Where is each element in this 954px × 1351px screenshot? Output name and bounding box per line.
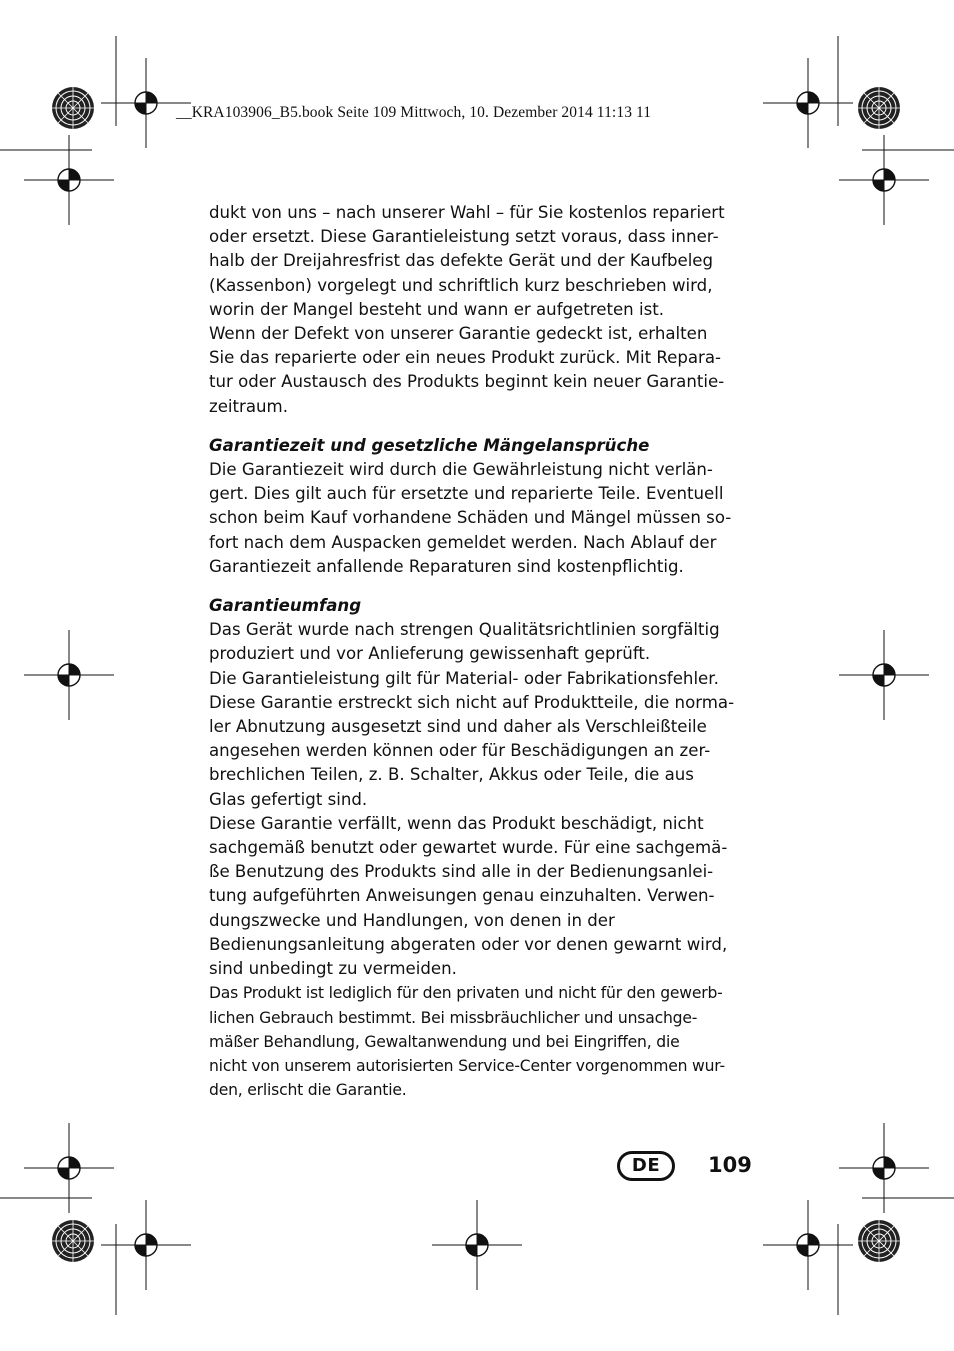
text-line: Die Garantiezeit wird durch die Gewährleistung nicht verlän- (209, 460, 713, 480)
registration-mark-icon (763, 1200, 853, 1290)
text-line: angesehen werden können oder für Beschädigungen an zer- (209, 741, 711, 761)
text-line: ler Abnutzung ausgesetzt sind und daher als Verschleißteile (209, 717, 707, 737)
text-line: halb der Dreijahresfrist das defekte Gerät und der Kaufbeleg (209, 251, 714, 271)
text-line: Garantiezeit anfallende Reparaturen sind kostenpflichtig. (209, 556, 684, 576)
text-line: dungszwecke und Handlungen, von denen in der (209, 910, 615, 930)
text-line: mäßer Behandlung, Gewaltanwendung und bei Eingriffen, die (209, 1032, 680, 1051)
registration-mark-icon (24, 1123, 114, 1213)
text-line: produziert und vor Anlieferung gewissenhaft geprüft. (209, 644, 651, 664)
registration-mark-icon (839, 1123, 929, 1213)
text-line: Diese Garantie verfällt, wenn das Produkt beschädigt, nicht (209, 813, 704, 833)
text-line: Wenn der Defekt von unserer Garantie gedeckt ist, erhalten (209, 324, 708, 344)
text-line: sind unbedingt zu vermeiden. (209, 959, 457, 979)
page-number: 109 (708, 1153, 752, 1177)
language-badge: DE (617, 1151, 675, 1181)
text-line: Die Garantieleistung gilt für Material- oder Fabrikationsfehler. (209, 668, 719, 688)
text-line: Das Produkt ist lediglich für den privaten und nicht für den gewerb- (209, 984, 723, 1003)
text-line: tung aufgeführten Anweisungen genau einzuhalten. Verwen- (209, 886, 715, 906)
print-header-file-info: __KRA103906_B5.book Seite 109 Mittwoch, 10. Dezember 2014 11:13 11 (176, 104, 652, 121)
text-line: lichen Gebrauch bestimmt. Bei missbräuchlicher und unsachge- (209, 1008, 698, 1027)
registration-mark-icon (101, 58, 191, 148)
color-target-icon (52, 87, 94, 129)
color-target-icon (858, 1220, 900, 1262)
intro-paragraph (209, 201, 757, 419)
warranty-period-paragraph (209, 458, 757, 579)
text-line: oder ersetzt. Diese Garantieleistung setzt voraus, dass inner- (209, 227, 719, 247)
text-line: tur oder Austausch des Produkts beginnt kein neuer Garantie- (209, 372, 725, 392)
text-line: Bedienungsanleitung abgeraten oder vor denen gewarnt wird, (209, 934, 728, 954)
text-line: Glas gefertigt sind. (209, 789, 368, 809)
section-heading-warranty-period: Garantiezeit und gesetzliche Mängelansprüche (209, 435, 650, 455)
text-line: schon beim Kauf vorhandene Schäden und Mängel müssen so- (209, 508, 732, 528)
text-line: Diese Garantie erstreckt sich nicht auf Produktteile, die norma- (209, 692, 735, 712)
text-line: brechlichen Teilen, z. B. Schalter, Akkus oder Teile, die aus (209, 765, 694, 785)
text-line: fort nach dem Auspacken gemeldet werden. Nach Ablauf der (209, 532, 717, 552)
registration-mark-icon (763, 58, 853, 148)
text-line: gert. Dies gilt auch für ersetzte und reparierte Teile. Eventuell (209, 484, 724, 504)
registration-mark-icon (432, 1200, 522, 1290)
text-line: dukt von uns – nach unserer Wahl – für Sie kostenlos repariert (209, 203, 725, 222)
text-line: Sie das reparierte oder ein neues Produkt zurück. Mit Repara- (209, 348, 722, 368)
text-line: Das Gerät wurde nach strengen Qualitätsrichtlinien sorgfältig (209, 620, 720, 640)
text-line: den, erlischt die Garantie. (209, 1081, 407, 1100)
text-line: worin der Mangel besteht und wann er aufgetreten ist. (209, 299, 664, 319)
text-line: sachgemäß benutzt oder gewartet wurde. Für eine sachgemä- (209, 838, 728, 858)
registration-mark-icon (24, 135, 114, 225)
text-line: nicht von unserem autorisierten Service-Center vorgenommen wur- (209, 1056, 725, 1075)
registration-mark-icon (24, 630, 114, 720)
text-line: (Kassenbon) vorgelegt und schriftlich kurz beschrieben wird, (209, 275, 713, 295)
warranty-scope-paragraph (209, 618, 757, 1102)
color-target-icon (858, 87, 900, 129)
registration-mark-icon (839, 135, 929, 225)
registration-mark-icon (839, 630, 929, 720)
text-line: ße Benutzung des Produkts sind alle in der Bedienungsanlei- (209, 862, 714, 882)
registration-mark-icon (101, 1200, 191, 1290)
section-heading-warranty-scope: Garantieumfang (209, 596, 362, 616)
color-target-icon (52, 1220, 94, 1262)
warranty-text (209, 201, 757, 1102)
text-line: zeitraum. (209, 396, 288, 416)
